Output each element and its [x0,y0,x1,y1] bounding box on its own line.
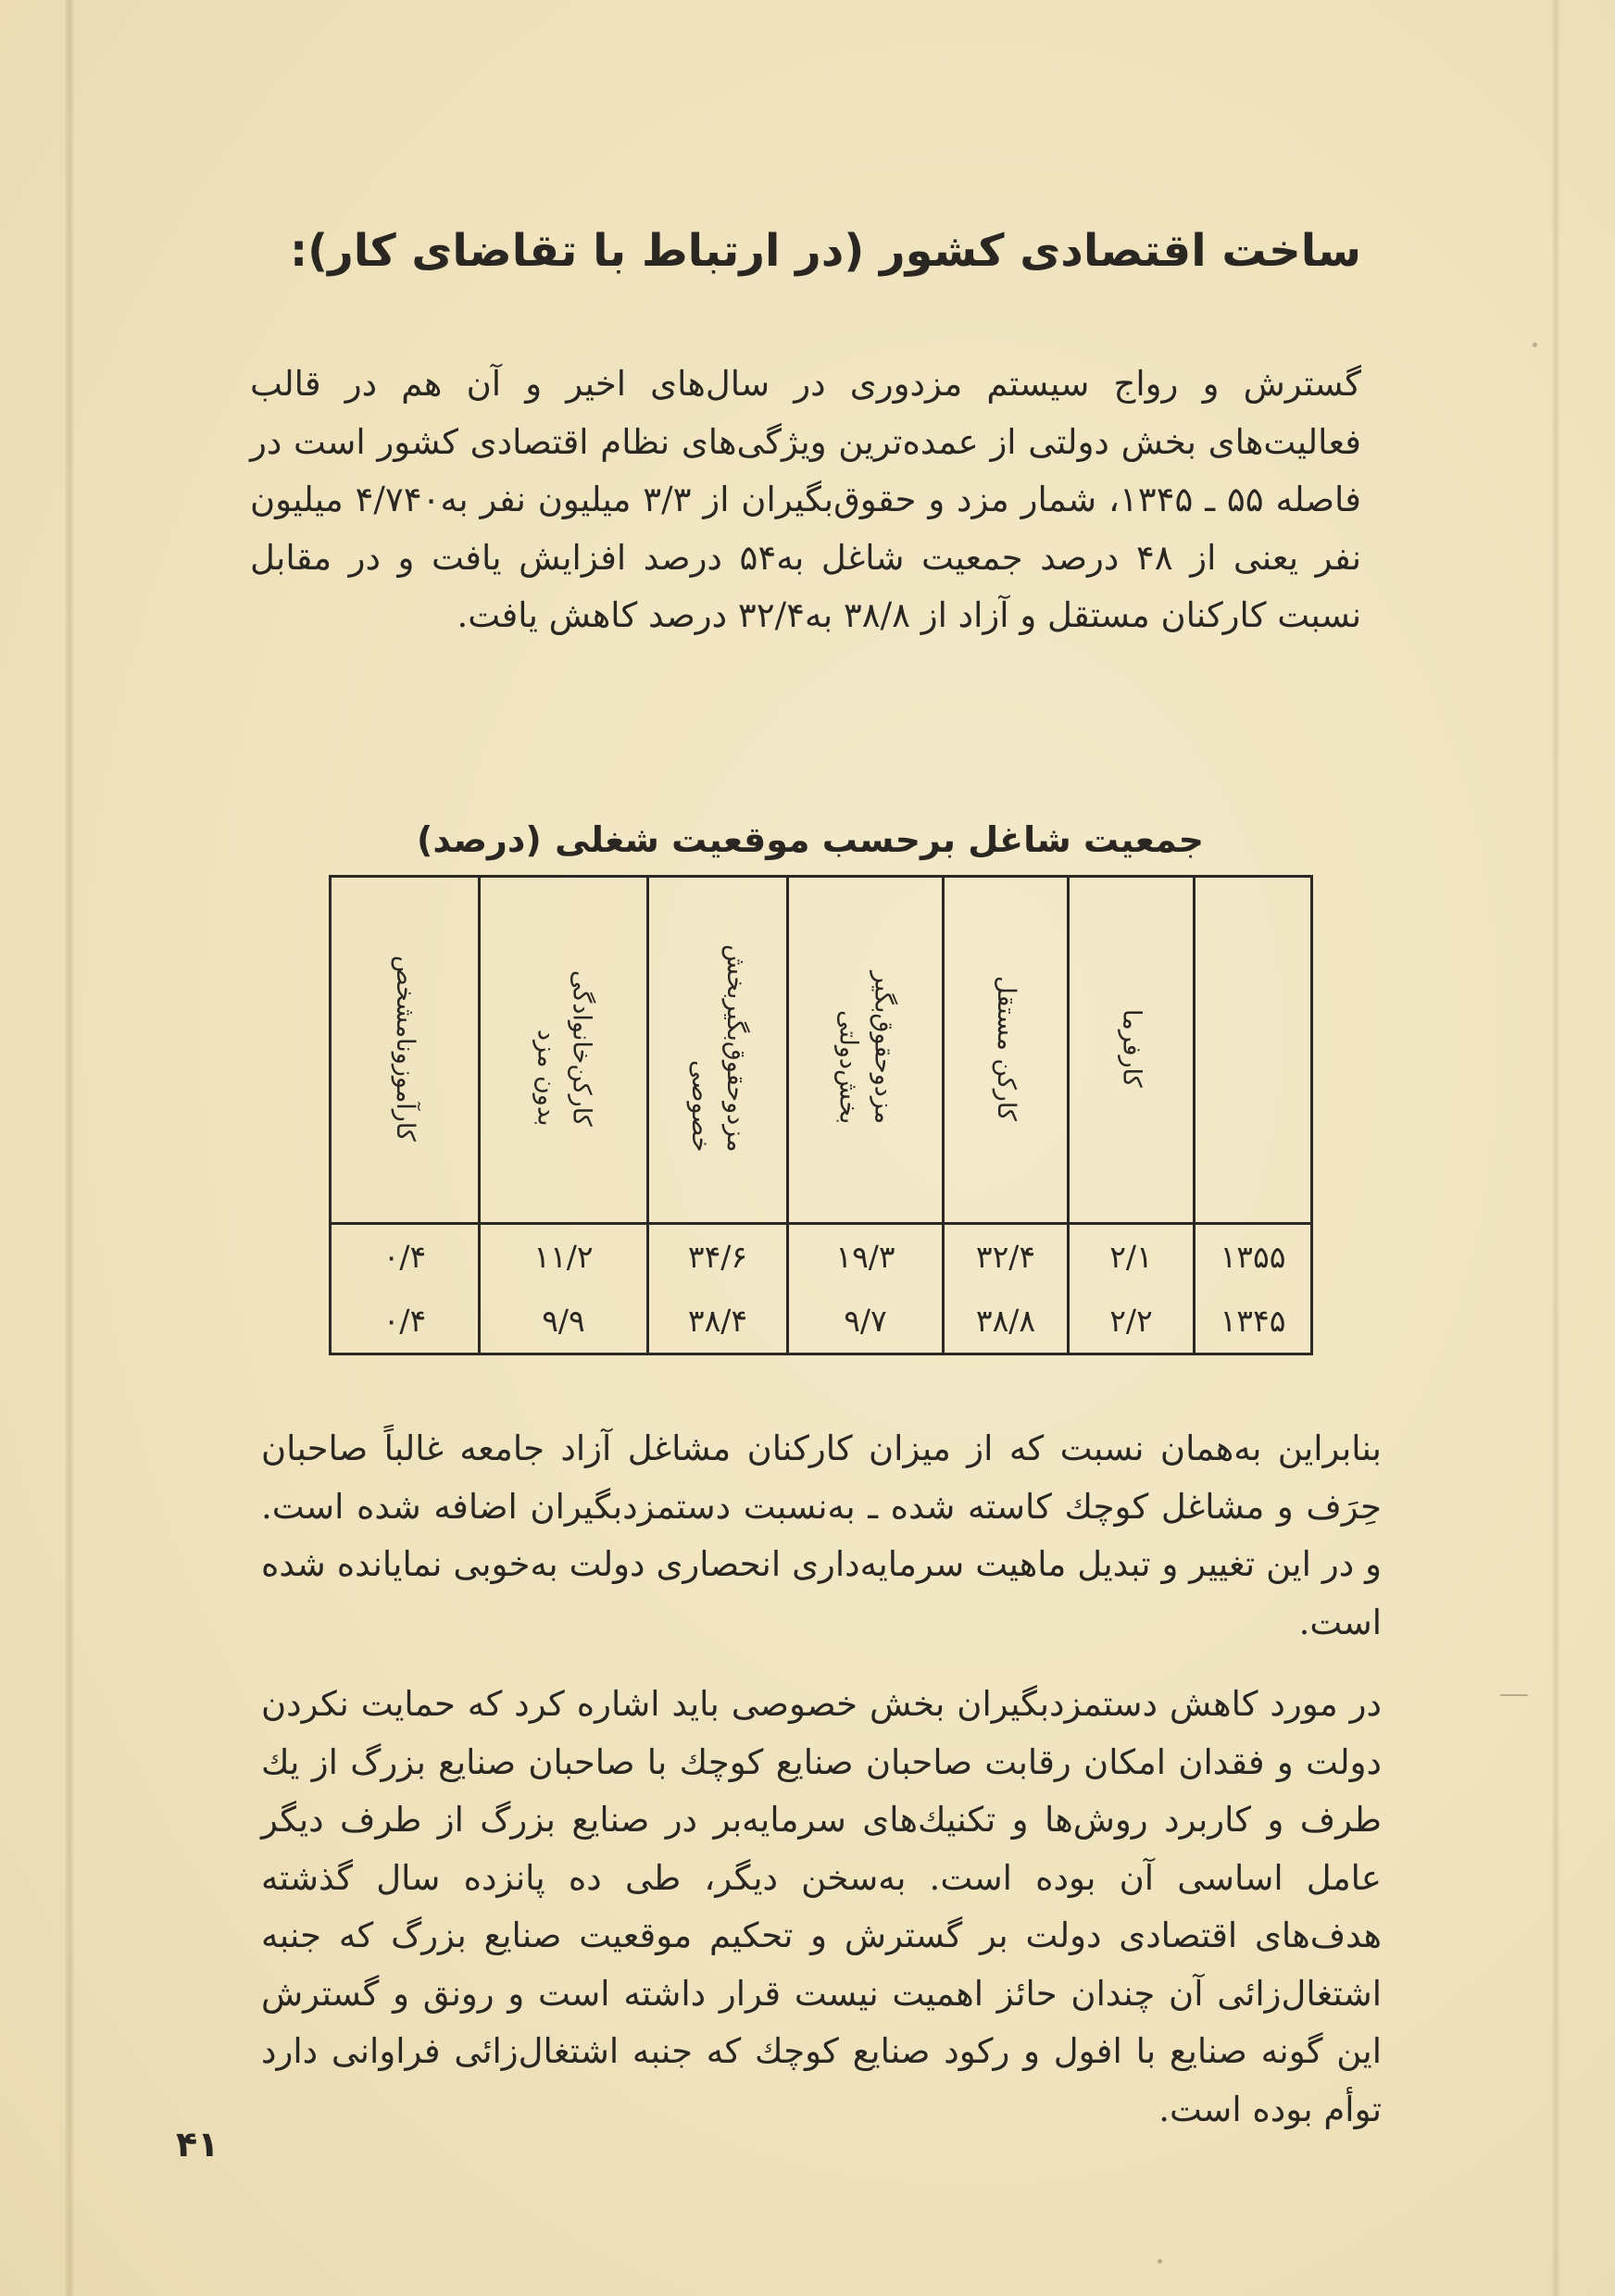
value-cell: ۳۸/۸ [944,1289,1069,1354]
value-cell: ۲/۲ [1069,1289,1195,1354]
header-cell-self-employed [944,877,1069,1224]
header-cell-private-wage-earner [648,877,788,1224]
table-unit: (درصد) [417,819,542,860]
value-cell: ۱۹/۳ [788,1224,944,1290]
value-cell: ۹/۹ [480,1289,648,1354]
value-cell: ۲/۱ [1069,1224,1195,1290]
paragraph-intro: گسترش و رواج سیستم مزدوری در سال‌های اخیر و آن هم در قالب فعالیت‌های بخش دولتی از عمده‌ترین ویژگی‌های نظام اقتصادی کشور است در فاصله ۵۵ ـ ۱۳۴۵، شمار مزد و حقوق‌بگیران از ۳/۳ میلیون نفر به‌۴/۷۴۰ میلیون نفر یعنی از ۴۸ درصد جمعیت شاغل به‌۵۴ درصد افزایش یافت و در مقابل نسبت کارکنان مستقل و آزاد از ۳۸/۸ به‌۳۲/۴ درصد کاهش یافت. [250,364,1362,635]
header-label: کارکن‌خانوادگی بدون مزد [532,969,596,1127]
value-cell: ۹/۷ [788,1289,944,1354]
table-caption [417,807,1204,872]
header-cell-year [1195,877,1312,1224]
value-cell: ۳۴/۶ [648,1224,788,1290]
table-title: جمعیت شاغل برحسب موقعیت شغلی [555,819,1204,860]
year-cell: ۱۳۵۵ [1195,1224,1312,1290]
value-cell: ۰/۴ [331,1289,480,1354]
table-row [331,1224,1312,1290]
page-number: ۴۱ [176,2124,219,2165]
page-fold-left [65,0,74,2296]
paragraph-private-sector: در مورد کاهش دستمزدبگیران بخش خصوصی باید اشاره کرد که حمایت نکردن دولت و فقدان امکان رقابت صاحبان صنایع کوچك با صاحبان صنایع بزرگ از یك طرف و کاربرد روش‌ها و تکنیك‌های سرمایه‌بر در صنایع بزرگ از طرف دیگر عامل اساسی آن بوده است. به‌سخن دیگر، طی ده پانزده سال گذشته هدف‌های اقتصادی دولت بر گسترش و تحکیم موقعیت صنایع بزرگ که جنبه اشتغال‌زائی آن چندان حائز اهمیت نیست قرار داشته است و رونق و گسترش این گونه صنایع با افول و رکود صنایع کوچك که جنبه اشتغال‌زائی فراوانی دارد توأم بوده است. [261,1684,1382,2129]
paper-speck [1158,2259,1162,2264]
value-cell: ۰/۴ [331,1224,480,1290]
header-cell-apprentice-unspecified [331,877,480,1224]
header-cell-unpaid-family-worker [480,877,648,1224]
value-cell: ۳۸/۴ [648,1289,788,1354]
table-row [331,1289,1312,1354]
header-label: کارکن مستقل [992,975,1020,1121]
page-fold-right [1552,0,1559,2296]
value-cell: ۳۲/۴ [944,1224,1069,1290]
paper-mark [1500,1694,1528,1696]
header-label: مزدوحقوق‌بگیربخش خصوصی [686,943,750,1153]
table-header-row [331,877,1312,1224]
header-label: کارآموزونامشخص [391,955,419,1142]
year-cell: ۱۳۴۵ [1195,1289,1312,1354]
header-label: مزدوحقوق‌بگیر بخش‌دولتی [833,971,898,1125]
paper-speck [1533,343,1537,347]
employment-status-table [329,875,1313,1355]
header-cell-employer [1069,877,1195,1224]
section-heading: ساخت اقتصادی کشور (در ارتباط با تقاضای کار): [289,225,1361,277]
value-cell: ۱۱/۲ [480,1224,648,1290]
header-cell-public-wage-earner [788,877,944,1224]
paragraph-conclusion: بنابراین به‌همان نسبت که از میزان کارکنان مشاغل آزاد جامعه غالباً صاحبان حِرَف و مشاغل کوچك کاسته شده ـ به‌نسبت دستمزدبگیران اضافه شده است. و در این تغییر و تبدیل ماهیت سرمایه‌داری انحصاری دولت به‌خوبی نمایانده شده است. [261,1429,1382,1642]
header-label: کارفرما [1117,1008,1146,1088]
